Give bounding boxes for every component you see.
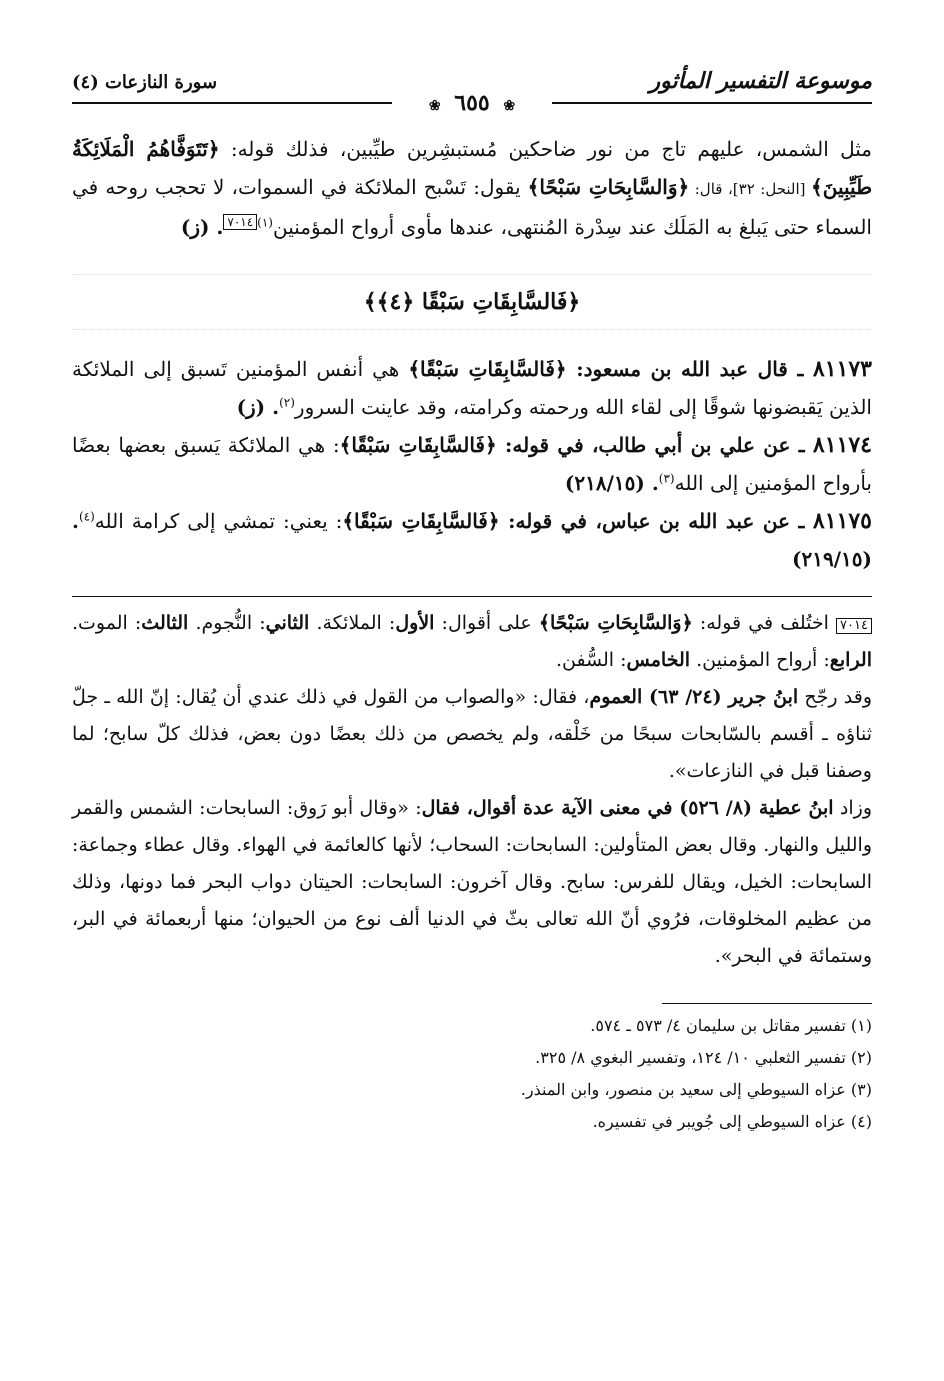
quran-quote: ﴿فَالسَّابِقَاتِ سَبْقًا﴾ [408,357,567,381]
narrator: ـ عن عبد الله بن عباس، في قوله: [499,509,813,533]
opinion-label: الرابع [829,649,872,671]
narration-number: ٨١١٧٣ [812,356,872,382]
narration-entry [72,426,872,502]
note-text: : «وقال أبو رَوق: السابحات: الشمس والقمر والليل والنهار. وقال بعض المتأولين: السابحات: السحاب؛ لأنها كالعائمة في الهواء. وقال عطاء وجماعة: السابحات: الخيل، ويقال للفرس: سابح. وقال آخرون: السابحات: الحيتان دواب البحر فما دونها، وذلك من عظيم المخلوقات، فرُوي أنّ الله تعالى بثّ في الدنيا ألف نوع من الحيوان؛ منها أربعمائة في البر، وستمائة في البحر». [72,797,872,967]
opinion-label: الثاني [265,612,310,634]
note-reference-box: ٧٠١٤ [223,214,257,230]
book-page [72,60,872,1138]
narration-text: هي أنفس المؤمنين تَسبق إلى الملائكة الذين يَقبضونها شوقًا إلى لقاء الله ورحمته وكرامته، وقد عاينت السرور [72,357,872,419]
narration-text: : هي الملائكة يَسبق بعضها بعضًا بأرواح المؤمنين إلى الله [72,433,872,495]
scholar-reference: ابنُ جرير (٢٤/ ٦٣) العموم [589,686,799,708]
footnote: (٤) عزاه السيوطي إلى جُويبر في تفسيره. [592,1112,872,1131]
quran-quote: ﴿وَالسَّابِحَاتِ سَبْحًا﴾ [527,175,690,199]
note-text: : أرواح المؤمنين. [690,649,830,671]
note-text: وقد رجّح [798,686,873,708]
footnotes-separator [662,1003,872,1004]
verse-heading: ﴿فَالسَّابِقَاتِ سَبْقًا ﴿٤﴾﴾ [72,274,872,330]
footnote: (٣) عزاه السيوطي إلى سعيد بن منصور، وابن المنذر. [520,1080,872,1099]
opinion-label: الخامس [626,649,691,671]
source-code: . (ز) [236,395,280,419]
page-number: ٦٥٥ [454,90,490,116]
quran-quote: ﴿وَالسَّابِحَاتِ سَبْحًا﴾ [538,612,693,634]
quran-reference: [النحل: ٣٢]، قال: [689,180,812,198]
page-header [72,60,872,130]
intro-text: مثل الشمس، عليهم تاج من نور ضاحكين مُستبشِرين طيِّبين، فذلك قوله: [219,137,873,161]
note-text: وزاد [833,797,872,819]
ornament-icon: ❀ [428,98,441,114]
note-text: : السُّفن. [555,649,627,671]
footnote: (٢) تفسير الثعلبي ١٠/ ١٢٤، وتفسير البغوي ٨/ ٣٢٥. [535,1048,872,1067]
quran-quote: ﴿فَالسَّابِقَاتِ سَبْقًا﴾ [339,433,497,457]
note-text: ، فقال: «والصواب من القول في ذلك عندي أن يُقال: إنّ الله ـ جلّ ثناؤه ـ أقسم بالسّابحات سبحًا من خَلْقه، ولم يخصص من ذلك بعضًا دون بعض، فذلك كلّ سابح؛ لما وصفنا قبل في النازعات». [72,686,872,782]
scholar-reference: ابنُ عطية (٨/ ٥٢٦) في معنى الآية عدة أقوال، فقال [421,797,834,819]
source-code: . (ز) [180,215,224,239]
note-text: : الملائكة. [309,612,396,634]
intro-paragraph [72,130,872,246]
notes-separator [72,596,872,597]
footnotes [72,1010,872,1138]
page-number-block [392,90,552,116]
narration-text: : يعني: تمشي إلى كرامة الله [94,509,343,533]
narration-entry [72,350,872,426]
intro-text: يقول: تَسْبح الملائكة في السموات، لا تحجب روحه في السماء حتى يَبلغ به المَلَك عند سِدْرة المُنتهى، عندها مأوى أرواح المؤمنين [72,175,872,239]
note-text: : الموت. [72,612,142,634]
source-code: . (٢١٨/١٥) [564,471,659,495]
source-code: . (٢١٩/١٥) [72,509,872,571]
narrations [72,350,872,578]
footnote-marker: (٤) [78,509,95,524]
opinion-label: الأول [395,612,435,634]
footnote-marker: (٣) [658,471,675,486]
narrator: ـ عن علي بن أبي طالب، في قوله: [496,433,813,457]
footnote-marker: (١) [257,215,273,230]
ornament-icon: ❀ [503,98,516,114]
footnote-marker: (٢) [279,395,295,410]
footnote: (١) تفسير مقاتل بن سليمان ٤/ ٥٧٣ ـ ٥٧٤. [590,1016,872,1035]
note-text: اختُلف في قوله: [692,612,837,634]
book-title: موسوعة التفسير المأثور [649,68,872,94]
quran-quote: ﴿تَتَوَفَّاهُمُ الْمَلَائِكَةُ طَيِّبِينَ﴾ [72,137,873,199]
quran-quote: ﴿فَالسَّابِقَاتِ سَبْقًا﴾ [342,509,500,533]
surah-label: سورة النازعات (٤) [72,72,218,93]
scholarly-note [72,605,872,975]
narrator: ـ قال عبد الله بن مسعود: [566,357,813,381]
note-text: على أقوال: [434,612,539,634]
narration-entry [72,502,872,578]
narration-number: ٨١١٧٥ [812,508,872,534]
note-text: : النُّجوم. [188,612,266,634]
opinion-label: الثالث [141,612,189,634]
note-reference-box: ٧٠١٤ [836,618,872,634]
narration-number: ٨١١٧٤ [812,432,872,458]
